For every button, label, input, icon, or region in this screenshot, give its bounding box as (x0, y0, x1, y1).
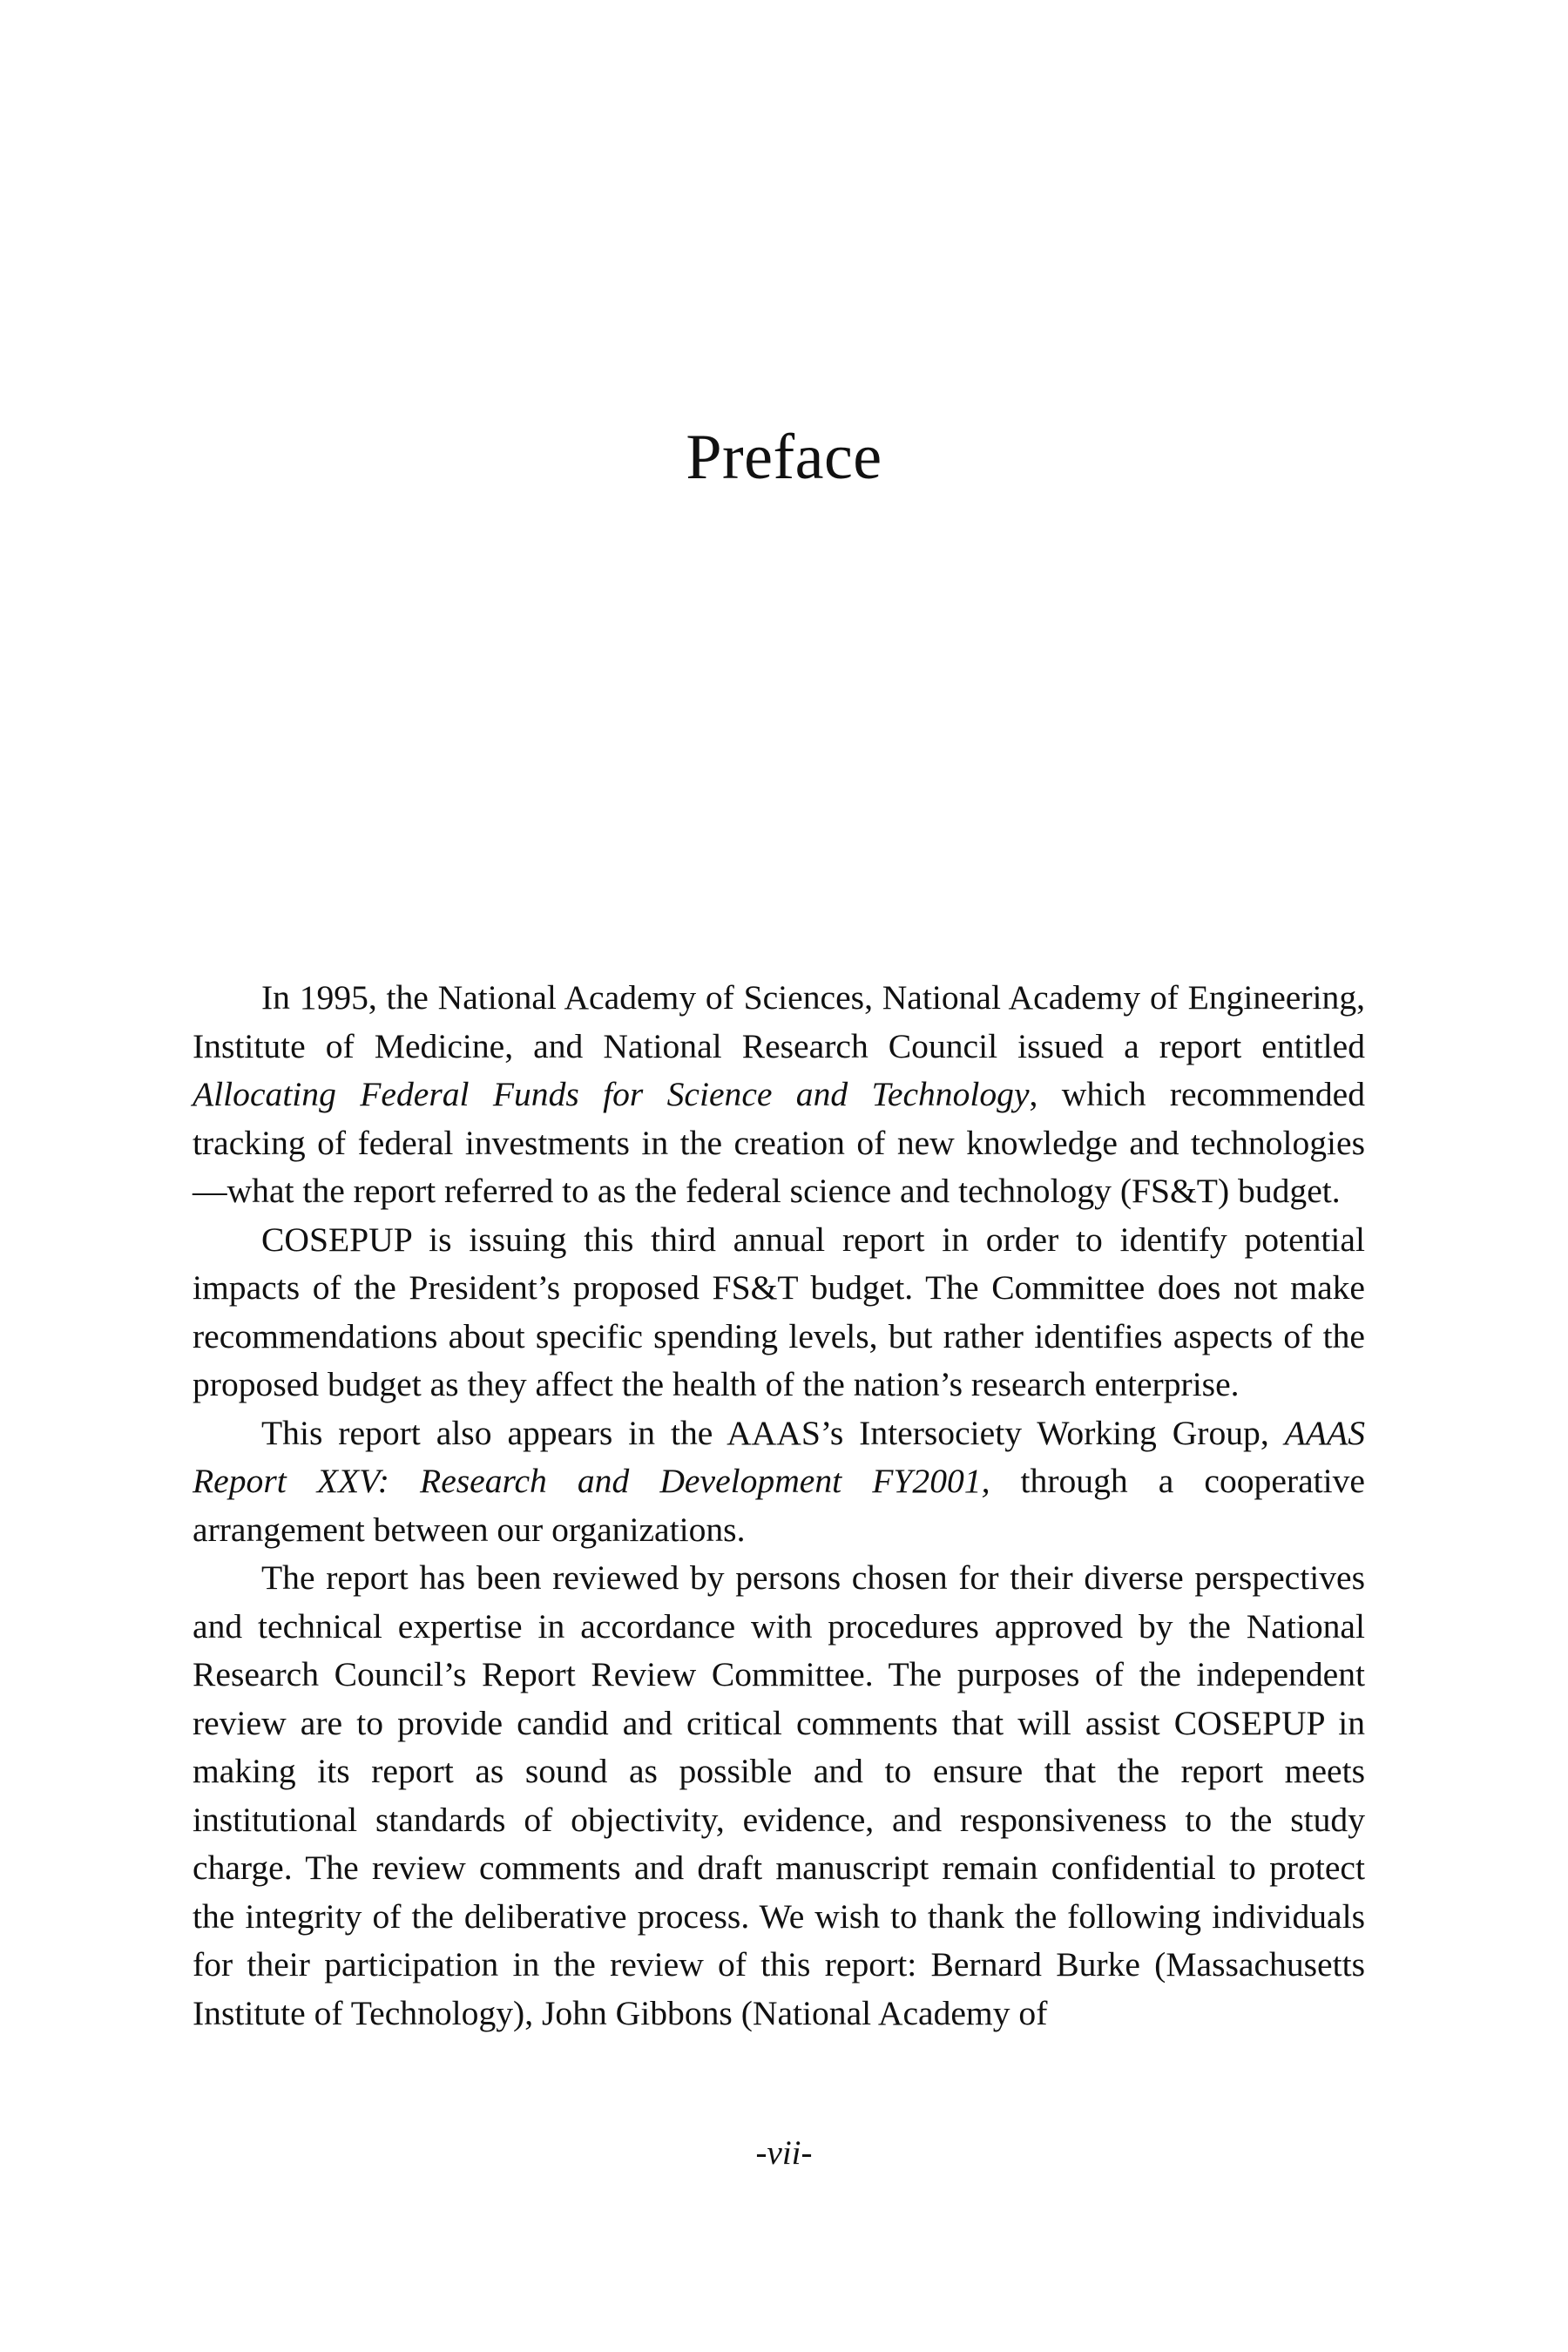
paragraph-1 (193, 974, 1365, 1216)
paragraph-2: COSEPUP is issuing this third annual report in order to identify potential impacts of the President’s proposed FS&T budget. The Committee does not make recommendations about specific spending levels, but rather identifies aspects of the proposed budget as they affect the health of the nation’s research enterprise. (193, 1220, 1365, 1403)
paragraph-1-text-c: , which recommended tracking of federal investments in the creation of new knowledge and technologies—what the report referred to as the federal science and technology (FS&T) budget. (193, 1075, 1365, 1210)
report-title-italic: Allocating Federal Funds for Science and Technology (193, 1075, 1030, 1113)
page-number: -vii- (755, 2134, 813, 2172)
paragraph-3 (193, 1409, 1365, 1555)
paragraph-1-text-a: In 1995, the National Academy of Sciences, National Academy of Engineering, Institute of Medicine, and National Research Council issued a report entitled (193, 978, 1365, 1065)
page-title: Preface (686, 422, 882, 493)
preface-body (193, 974, 1365, 2038)
paragraph-3-text-c: through a cooperative arrangement between our organizations. (193, 1462, 1366, 1549)
aaas-report-italic: AAAS Report XXV: Research and Development FY2001, (193, 1413, 1365, 1500)
paragraph-4: The report has been reviewed by persons chosen for their diverse perspectives and technical expertise in accordance with procedures approved by the National Research Council’s Report Review Committee. The purposes of the independent review are to provide candid and critical comments that will assist COSEPUP in making its report as sound as possible and to ensure that the report meets institutional standards of objectivity, evidence, and responsiveness to the study charge. The review comments and draft manuscript remain confidential to protect the integrity of the deliberative process. We wish to thank the following individuals for their participation in the review of this report: Bernard Burke (Massachusetts Institute of Technology), John Gibbons (National Academy of (193, 1558, 1365, 2032)
paragraph-3-text-a: This report also appears in the AAAS’s Intersociety Working Group, (261, 1413, 1285, 1452)
